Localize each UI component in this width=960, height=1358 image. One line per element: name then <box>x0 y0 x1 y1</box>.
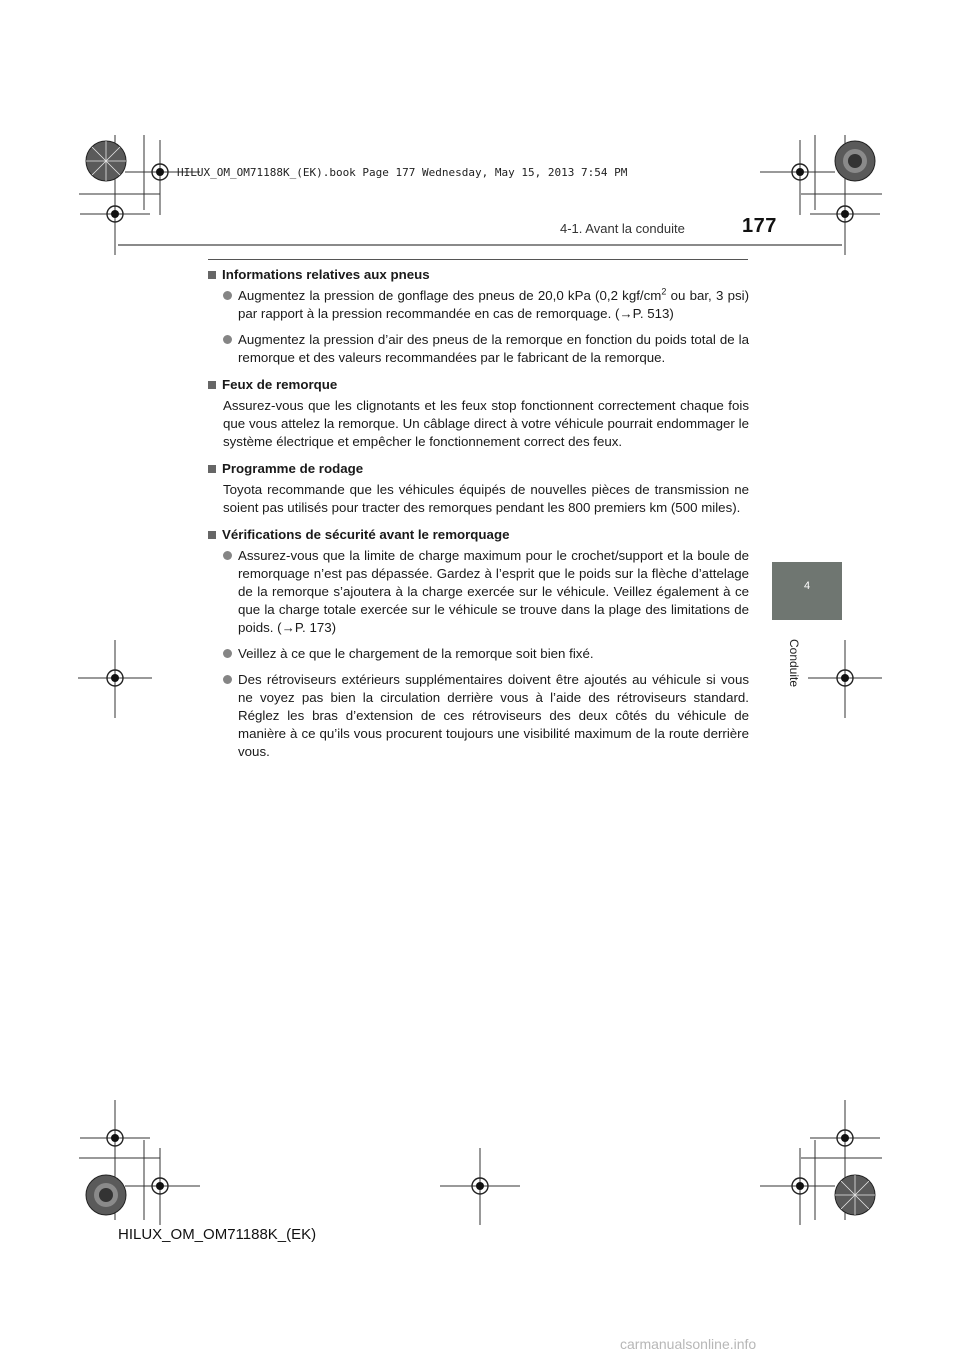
chapter-label: Conduite <box>787 638 802 688</box>
list-item <box>223 645 749 663</box>
section-safety-checks <box>208 526 749 761</box>
chapter-number: 4 <box>803 580 811 592</box>
print-stamp: HILUX_OM_OM71188K_(EK).book Page 177 Wednesday, May 15, 2013 7:54 PM <box>177 166 628 179</box>
section-heading-text: Informations relatives aux pneus <box>222 267 430 282</box>
section-body <box>208 287 749 367</box>
header-rule <box>118 244 842 246</box>
section-paragraph: Assurez-vous que les clignotants et les feux stop fonctionnent correctement chaque fois que vous attelez la remorque. Un câblage direct à votre véhicule pourrait endommager le système électrique et empêcher le fonctionnement correct des feux. <box>223 398 749 449</box>
list-item-text-part: ou bar, 3 psi) par rapport à la pression recommandée en cas de remorquage. (→P. 513) <box>238 288 749 321</box>
list-item-text <box>238 287 749 323</box>
square-bullet-icon <box>208 465 216 473</box>
square-bullet-icon <box>208 271 216 279</box>
section-heading-text: Vérifications de sécurité avant le remorquage <box>222 527 510 542</box>
list-item-text: Assurez-vous que la limite de charge maximum pour le crochet/support et la boule de remorquage n’est pas dépassée. Gardez à l’esprit que le poids sur la flèche d’attelage de la remorque s’ajoutera à la charge exercée sur le véhicule. Veillez également à ce que la charge totale exercée sur le véhicule se trouve dans la plage des limitations de poids. (→P. 173) <box>238 548 749 635</box>
list-item-text-part: Augmentez la pression de gonflage des pneus de 20,0 kPa (0,2 kgf/cm <box>238 288 662 303</box>
superscript: 2 <box>661 286 667 297</box>
section-break-in <box>208 460 749 517</box>
square-bullet-icon <box>208 531 216 539</box>
section-heading-text: Programme de rodage <box>222 461 364 476</box>
circle-bullet-icon <box>223 675 232 684</box>
list-item-text: Augmentez la pression d’air des pneus de la remorque en fonction du poids total de la remorque et des valeurs recommandées par le fabricant de la remorque. <box>238 332 749 365</box>
section-heading <box>208 266 749 284</box>
list-item <box>223 671 749 761</box>
page-number: 177 <box>742 215 777 237</box>
section-heading-text: Feux de remorque <box>222 377 338 392</box>
chapter-label-wrap <box>772 628 816 698</box>
chapter-tab <box>772 562 842 620</box>
section-heading <box>208 526 749 544</box>
section-tire-info <box>208 266 749 367</box>
watermark-text: carmanualsonline.info <box>620 1336 757 1352</box>
list-item <box>223 547 749 637</box>
section-heading <box>208 376 749 394</box>
circle-bullet-icon <box>223 291 232 300</box>
list-item <box>223 331 749 367</box>
section-trailer-lights <box>208 376 749 451</box>
circle-bullet-icon <box>223 551 232 560</box>
list-item <box>223 287 749 323</box>
circle-bullet-icon <box>223 335 232 344</box>
section-title: 4-1. Avant la conduite <box>560 221 685 236</box>
section-paragraph: Toyota recommande que les véhicules équipés de nouvelles pièces de transmission ne soient pas utilisés pour tracter des remorques pendant les 800 premiers km (500 miles). <box>223 482 749 515</box>
square-bullet-icon <box>208 381 216 389</box>
section-heading <box>208 460 749 478</box>
circle-bullet-icon <box>223 649 232 658</box>
list-item-text: Des rétroviseurs extérieurs supplémentaires doivent être ajoutés au véhicule si vous ne voyez pas bien la circulation derrière vous à l’aide des rétroviseurs standard. Réglez les bras d’extension de ces rétroviseurs des deux côtés du véhicule de manière à ce qu’ils vous procurent toujours une visibilité maximum de la route derrière vous. <box>238 672 749 759</box>
section-body <box>208 547 749 761</box>
page-content <box>208 266 749 770</box>
list-item-text: Veillez à ce que le chargement de la remorque soit bien fixé. <box>238 646 594 661</box>
content-top-rule <box>208 259 748 260</box>
footer-document-id: HILUX_OM_OM71188K_(EK) <box>118 1226 317 1243</box>
